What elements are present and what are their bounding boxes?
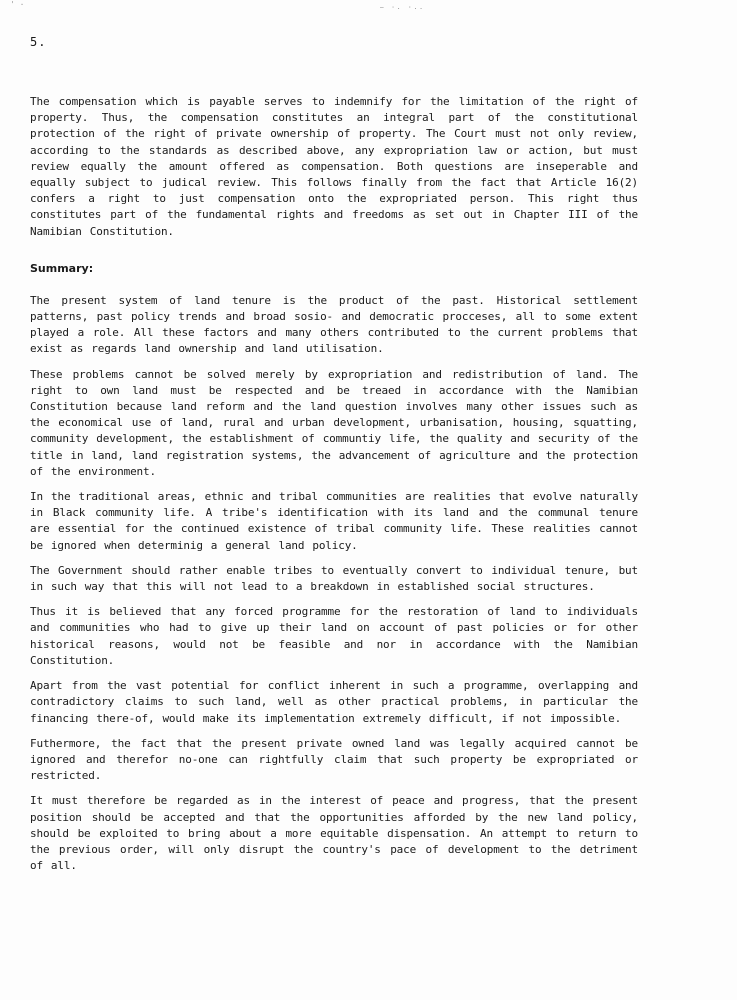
summary-paragraph-5: Thus it is believed that any forced programme for the restoration of land to individuals and communities who had to give up their land on account of past policies or for other historical reasons, would not be feasible and nor in accordance with the Namibian Constitution.: [30, 605, 638, 667]
page-number: 5.: [30, 35, 47, 49]
document-body: [30, 94, 638, 883]
summary-paragraph-6: Apart from the vast potential for conflict inherent in such a programme, overlapping and contradictory claims to such land, well as other practical problems, in particular the financing there-of, would make its implementation extremely difficult, if not impossible.: [30, 679, 638, 725]
summary-heading: Summary:: [30, 261, 94, 275]
summary-paragraph-8: It must therefore be regarded as in the interest of peace and progress, that the present position should be accepted and that the opportunities afforded by the new land policy, should be exploited to bring about a more equitable dispensation. An attempt to return to the previous order, will only disrupt the country's pace of development to the detriment of all.: [30, 794, 638, 873]
corner-mark: ' ·: [10, 0, 25, 9]
summary-paragraph-2: These problems cannot be solved merely by expropriation and redistribution of land. The right to own land must be respected and be treaed in accordance with the Namibian Constitution because land reform and the land question involves many other issues such as the economical use of land, rural and urban development, urbanisation, housing, squatting, community development, the establishment of communtiy life, the quality and security of the title in land, land registration systems, the advancement of agriculture and the protection of the environment.: [30, 367, 638, 478]
scan-specks: — ·. ·..: [380, 4, 425, 11]
summary-paragraph-7: Futhermore, the fact that the present private owned land was legally acquired cannot be ignored and therefor no-one can rightfully claim that such property be expropriated or restricted.: [30, 736, 638, 783]
summary-paragraph-3: In the traditional areas, ethnic and tribal communities are realities that evolve naturally in Black community life. A tribe's identification with its land and the communal tenure are essential for the continued existence of tribal community life. These realities cannot be ignored when determinig a general land policy.: [30, 490, 638, 552]
summary-paragraph-1: The present system of land tenure is the product of the past. Historical settlement patterns, past policy trends and broad sosio- and democratic procceses, all to some extent played a role. All these factors and many others contributed to the current problems that exist as regards land ownership and land utilisation.: [30, 293, 638, 356]
summary-paragraph-4: The Government should rather enable tribes to eventually convert to individual tenure, but in such way that this will not lead to a breakdown in established social structures.: [30, 563, 638, 594]
intro-paragraph: The compensation which is payable serves to indemnify for the limitation of the right of property. Thus, the compensation constitutes an integral part of the constitutional protection of the right of private ownership of property. The Court must not only review, according to the standards as described above, any expropriation law or action, but must review equally the amount offered as compensation. Both questions are inseperable and equally subject to judical review. This follows finally from the fact that Article 16(2) confers a right to just compensation onto the expropriated person. This right thus constitutes part of the fundamental rights and freedoms as set out in Chapter III of the Namibian Constitution.: [30, 95, 638, 238]
